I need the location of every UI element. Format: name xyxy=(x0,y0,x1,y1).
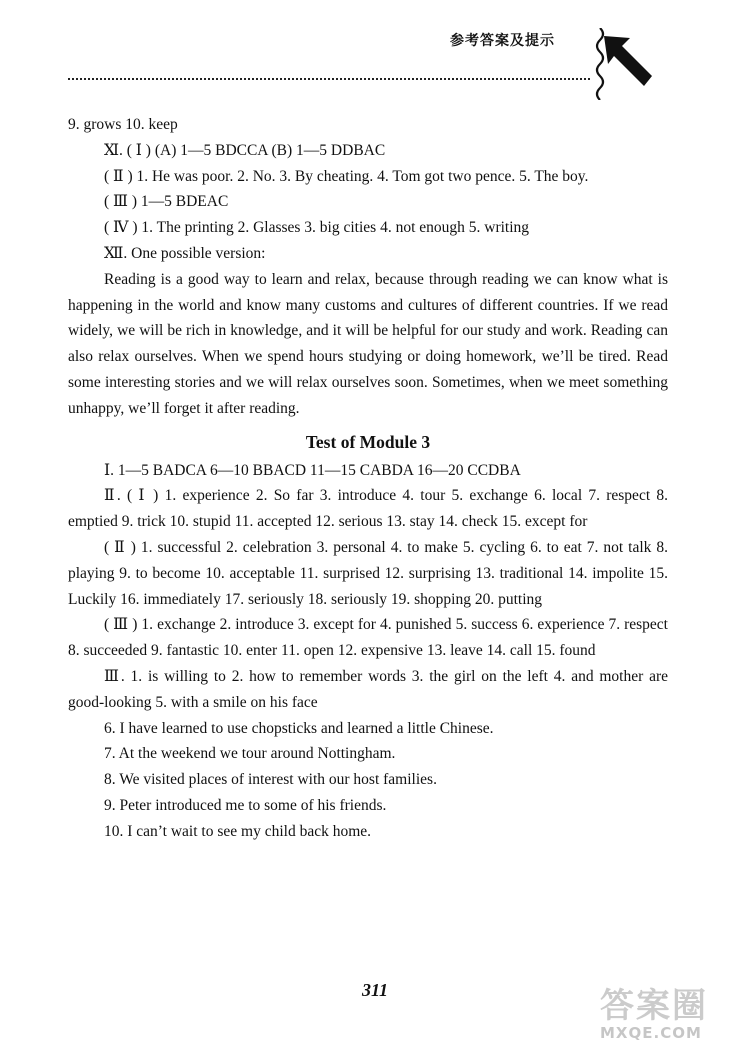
arrow-icon xyxy=(600,30,656,92)
answer-line: 10. I can’t wait to see my child back home. xyxy=(104,822,372,840)
header-title: 参考答案及提示 xyxy=(450,33,555,49)
page-number: 311 xyxy=(361,980,388,1000)
answer-line: ( Ⅱ ) 1. successful 2. celebration 3. personal 4. to make 5. cycling 6. to eat 7. not talk 8. playing 9. to become 10. acceptable 11. surprised 12. surprising 13. traditional 14. impolite 15. Luckily 16. immediately 17. seriously 18. seriously 19. shopping 20. putting xyxy=(68,538,668,608)
answer-line: 9. grows 10. keep xyxy=(68,116,178,133)
answer-line: ( Ⅲ ) 1. exchange 2. introduce 3. except for 4. punished 5. success 6. experience 7. respect 8. succeeded 9. fantastic 10. enter 11. open 12. expensive 13. leave 14. call 15. found xyxy=(68,616,668,660)
watermark xyxy=(600,988,740,1048)
answer-line: Ⅱ. ( Ⅰ ) 1. experience 2. So far 3. introduce 4. tour 5. exchange 6. local 7. respect 8. emptied 9. trick 10. stupid 11. accepted 12. serious 13. stay 14. check 15. except for xyxy=(68,487,668,531)
answer-line: Ⅻ. One possible version: xyxy=(104,244,266,262)
essay-paragraph: Reading is a good way to learn and relax, because through reading we can know what is happening in the world and know many customs and cultures of different countries. If we read widely, we will be rich in knowledge, and it will be helpful for our study and work. Reading can also relax ourselves. When we spend hours studying or doing homework, we’ll be tired. Read some interesting stories and we will relax ourselves soon. Sometimes, when we meet something unhappy, we’ll forget it after reading. xyxy=(68,270,668,417)
answer-line: 7. At the weekend we tour around Nottingham. xyxy=(104,745,396,763)
page-header xyxy=(0,0,750,110)
answer-line: ( Ⅳ ) 1. The printing 2. Glasses 3. big cities 4. not enough 5. writing xyxy=(104,219,530,237)
answer-line: Ⅲ. 1. is willing to 2. how to remember words 3. the girl on the left 4. and mother are good-looking 5. with a smile on his face xyxy=(68,667,668,711)
watermark-top: 答案圈 xyxy=(600,986,708,1026)
answer-line: 9. Peter introduced me to some of his friends. xyxy=(104,796,387,814)
sample-essay xyxy=(68,267,668,422)
answer-content xyxy=(68,112,668,845)
section-title: Test of Module 3 xyxy=(305,431,431,452)
answer-line: Ⅰ. 1—5 BADCA 6—10 BBACD 11—15 CABDA 16—20 CCDBA xyxy=(104,461,521,479)
watermark-bottom: MXQE.COM xyxy=(600,1024,702,1042)
header-dotted-rule xyxy=(68,78,590,80)
answer-line: 6. I have learned to use chopsticks and learned a little Chinese. xyxy=(104,719,494,737)
answer-line: ( Ⅱ ) 1. He was poor. 2. No. 3. By cheating. 4. Tom got two pence. 5. The boy. xyxy=(104,167,589,185)
answer-line: Ⅺ. ( Ⅰ ) (A) 1—5 BDCCA (B) 1—5 DDBAC xyxy=(104,141,386,159)
answer-line: ( Ⅲ ) 1—5 BDEAC xyxy=(104,193,229,211)
answer-line: 8. We visited places of interest with our host families. xyxy=(104,771,437,789)
